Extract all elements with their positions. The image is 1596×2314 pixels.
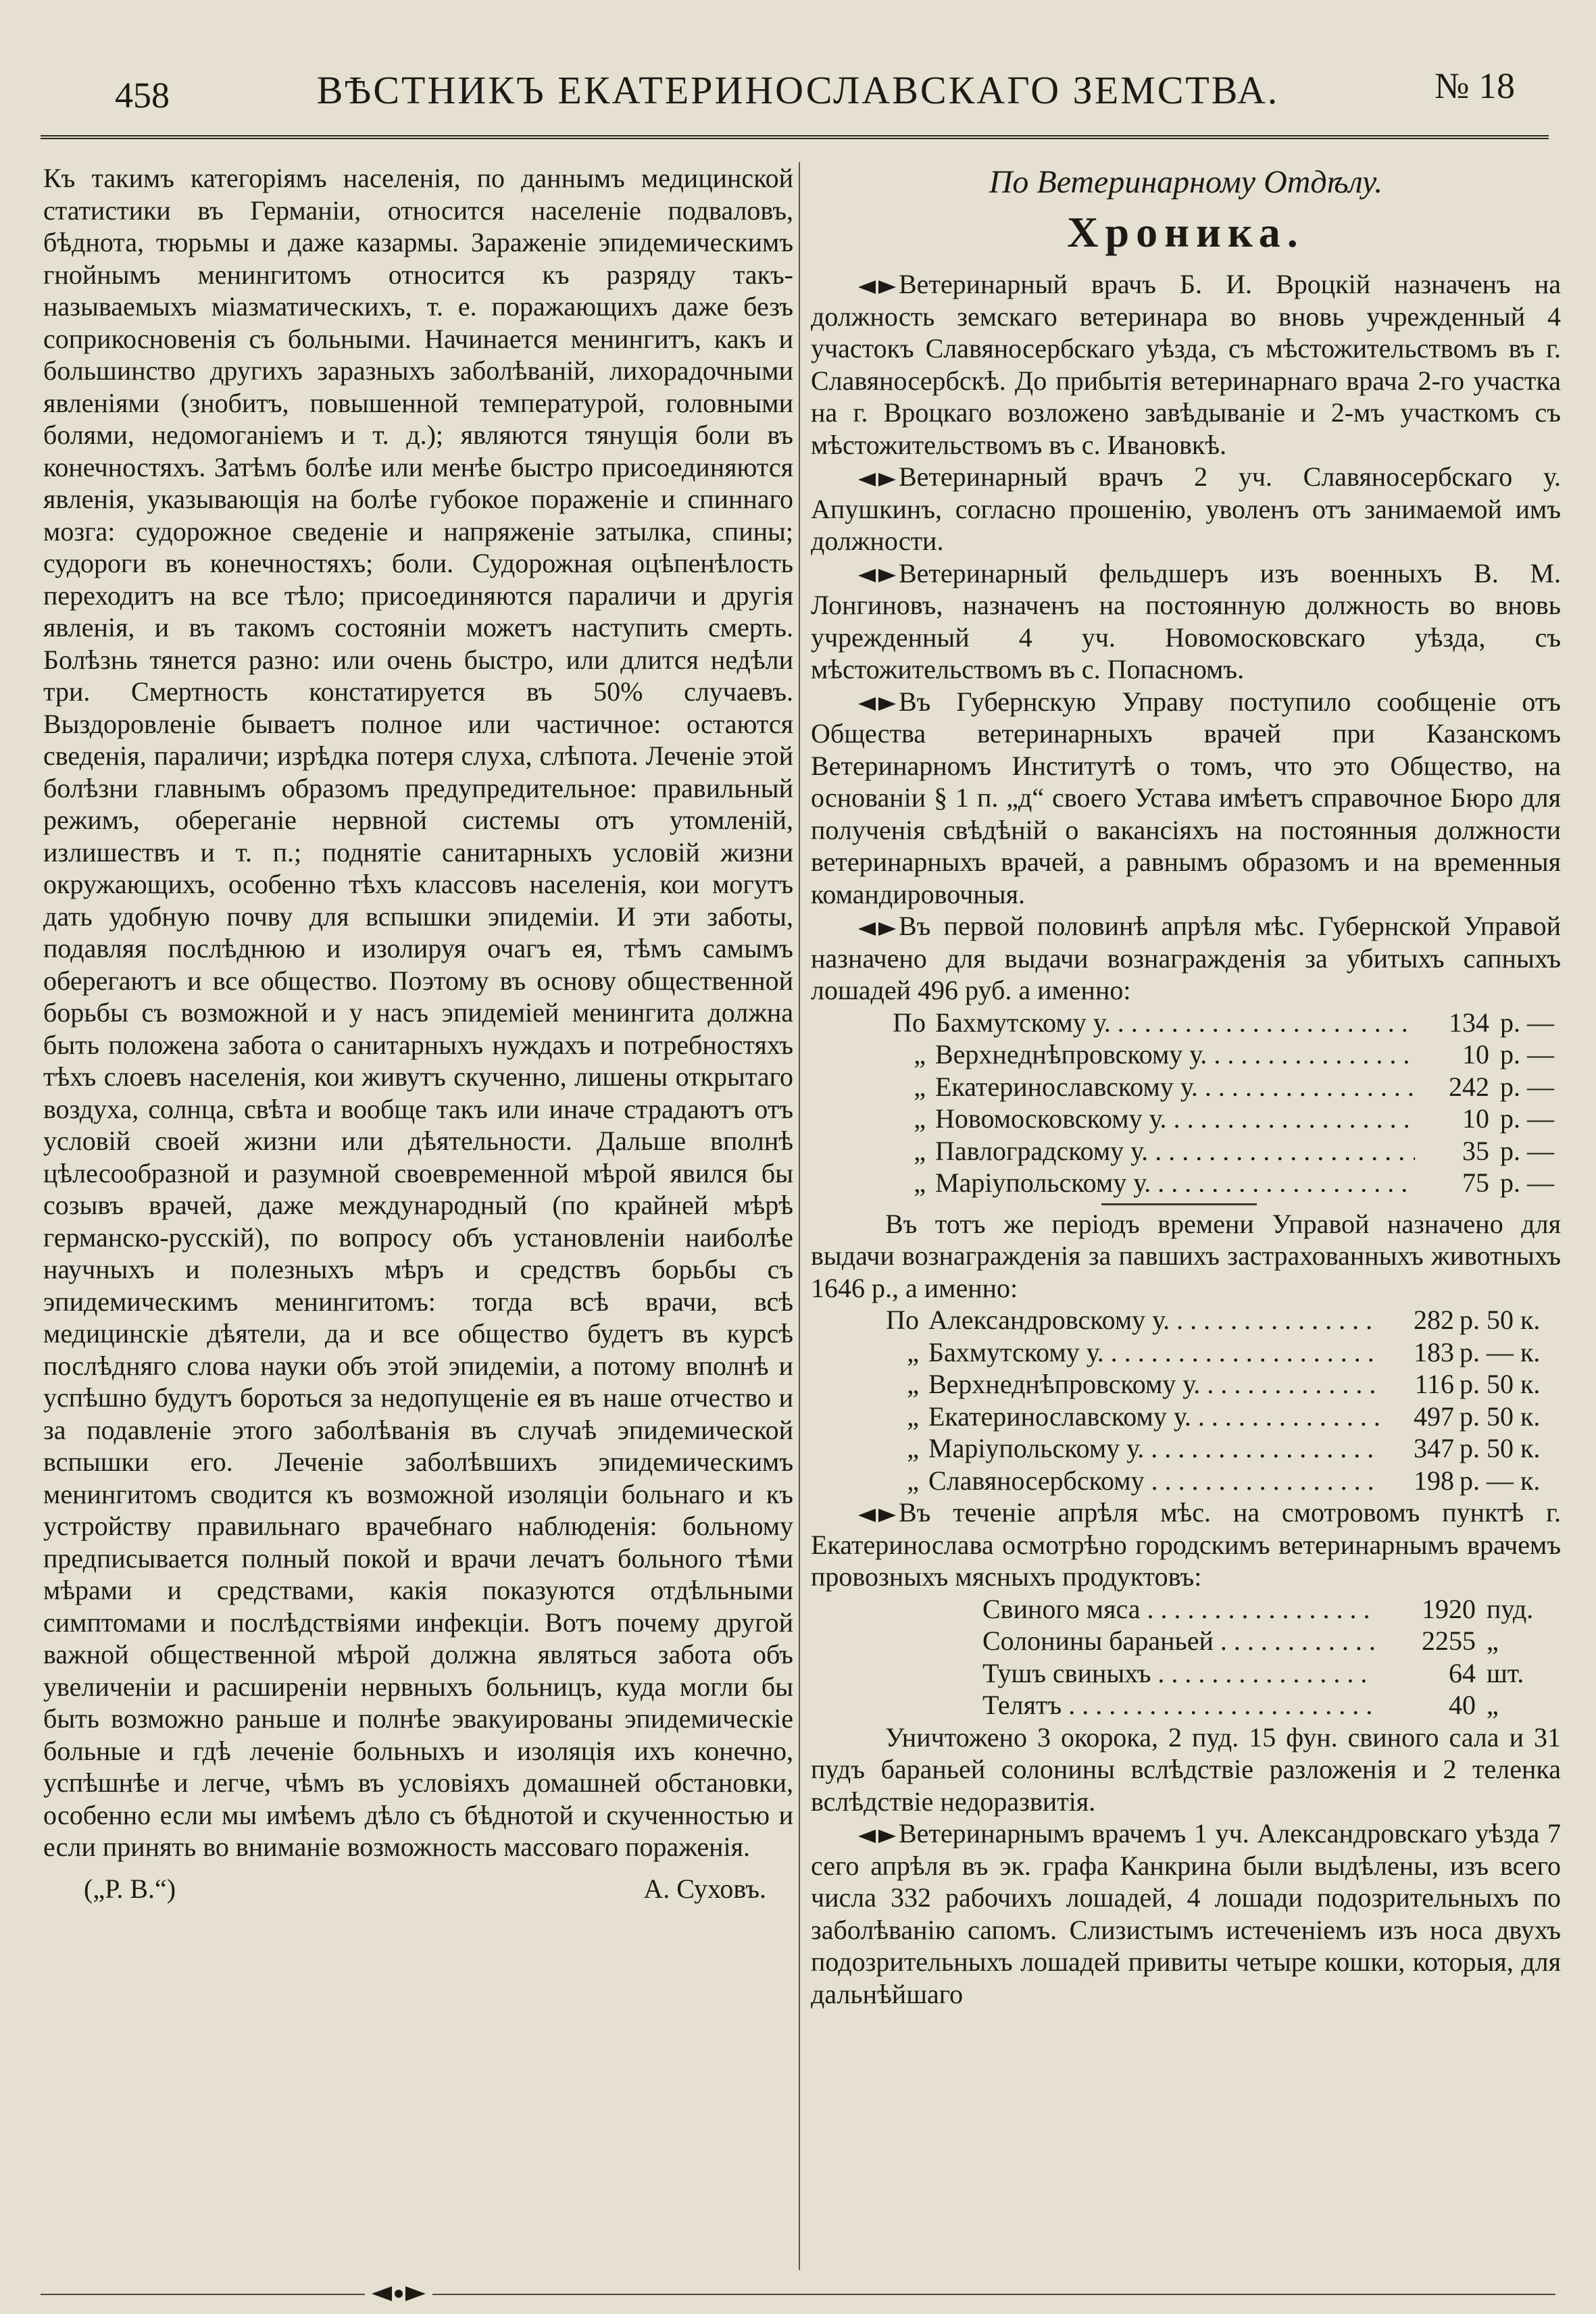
header-rule <box>41 135 1549 139</box>
paragraph: Уничтожено 3 окорока, 2 пуд. 15 фун. свиного сала и 31 пудъ бараньей солонины вслѣдствіе разложенія и 2 теленка вслѣдствіе недоразвитія. <box>811 1721 1561 1817</box>
news-item <box>811 557 1561 686</box>
list-item: „ Екатеринославскому у. . . . 242 р. — <box>811 1071 1561 1103</box>
insurance-payments-list <box>811 1304 1561 1496</box>
bullet-ornament-icon <box>858 557 899 590</box>
list-item: „ Бахмутскому у. . . . 183 р. — к. <box>811 1336 1561 1369</box>
news-item <box>811 1817 1561 2010</box>
news-item-text: Ветеринарный фельдшеръ изъ военныхъ В. М. Лонгиновъ, назначенъ на постоянную должность во вновь учрежденный 4 уч. Новомосковскаго уѣзда, съ мѣстожительствомъ въ с. Попасномъ. <box>811 557 1561 684</box>
bullet-ornament-icon <box>858 461 899 493</box>
news-item <box>811 1496 1561 1593</box>
news-item <box>811 910 1561 1007</box>
list-item: „ Павлоградскому у. . . . 35 р. — <box>811 1135 1561 1167</box>
article-text: Къ такимъ категоріямъ населенія, по даннымъ медицинской статистики въ Германіи, относится населеніе подваловъ, бѣднота, тюрьмы и даже казармы. Зараженіе эпидемическимъ гнойнымъ менингитомъ относится къ разряду такъ-называемыхъ міазматическихъ, т. е. поражающихъ даже безъ соприкосновенія съ больными. Начинается менингитъ, какъ и большинство другихъ заразныхъ заболѣваній, лихорадочными явленіями (знобитъ, повышенной температурой, головными болями, недомоганіемъ и т. д.); являются тянущія боли въ конечностяхъ. Затѣмъ болѣе или менѣе быстро присоединяются явленія, указывающія на болѣе губокое пораженіе и спиннаго мозга: судорожное сведеніе и напряженіе затылка, спины; судороги въ конечностяхъ; боли. Судорожная оцѣпенѣлость переходитъ на все тѣло; присоединяются параличи и другія явленія, и въ такомъ состояніи можетъ наступить смерть. Болѣзнь тянется разно: или очень быстро, или длится недѣли три. Смертность констатируется въ 50% случаевъ. Выздоровленіе бываетъ полное или частичное: остаются сведенія, параличи; изрѣдка потеря слуха, слѣпота. Леченіе этой болѣзни главнымъ образомъ предупредительное: правильный режимъ, обереганіе нервной системы отъ утомленій, излишествъ и т. п.; поднятіе санитарныхъ условій жизни окружающихъ, особенно тѣхъ классовъ населенія, кои могутъ дать удобную почву для вспышки эпидеміи. И эти заботы, подавляя послѣднюю и изолируя очагъ ея, тѣмъ самымъ оберегаютъ и все общество. Поэтому въ основу общественной борьбы съ возможной и у насъ эпидеміей менингита должна быть положена забота о санитарныхъ нуждахъ и потребностяхъ тѣхъ слоевъ населенія, кои живутъ скученно, лишены открытаго воздуха, солнца, свѣта и вообще такъ или иначе страдаютъ отъ условій своей жизни или дѣятельности. Дальше вполнѣ цѣлесообразной и разумной своевременной мѣрой явился бы созывъ врачей, даже международный (по крайней мѣрѣ германско-русскій), по вопросу объ установленіи наиболѣе научныхъ и полезныхъ мѣръ и средствъ борьбы съ эпидемическимъ менингитомъ: тогда всѣ врачи, всѣ медицинскіе дѣятели, да и все общество будетъ въ курсѣ послѣдняго слова науки объ этой эпидеміи, а потому вполнѣ и успѣшно будутъ бороться за недопущеніе ея въ наше отчество и за подавленіе этого заболѣванія въ случаѣ эпидемической вспышки его. Леченіе заболѣвшихъ эпидемическимъ менингитомъ сводится къ возможной изоляціи больнаго и къ устройству правильнаго врачебнаго наблюденія: больному предписывается полный покой и врачи лечатъ больного тѣми мѣрами и средствами, какія показуются отдѣльными симптомами и послѣдствіями инфекціи. Вотъ почему другой важной общественной мѣрой должна являться забота объ увеличеніи и расширеніи нервныхъ больницъ, куда могли бы быть возможно раньше и полнѣе эвакуированы эпидемическіе больные и гдѣ леченіе больныхъ и изоляція ихъ конечно, успѣшнѣе и легче, чѣмъ въ условіяхъ домашней обстановки, особенно если мы имѣемъ дѣло съ бѣднотой и скученностью и если принять во вниманіе возможность массоваго пораженія. <box>43 163 793 1862</box>
list-item: Тушъ свиныхъ . . . 64 шт. <box>811 1657 1561 1690</box>
list-item: „ Новомосковскому у. . . . 10 р. — <box>811 1103 1561 1135</box>
left-column <box>43 162 793 1905</box>
bullet-ornament-icon <box>858 910 899 942</box>
section-heading: По Ветеринарному Отдѣлу. <box>989 164 1383 200</box>
paragraph: Въ тотъ же періодъ времени Управой назначено для выдачи вознагражденія за павшихъ застрахованныхъ животныхъ 1646 р., а именно: <box>811 1208 1561 1303</box>
page-number: 458 <box>115 75 170 116</box>
list-item: „ Маріупольскому у. . . . 347 р. 50 к. <box>811 1432 1561 1465</box>
list-item: Солонины бараньей . . . 2255 „ <box>811 1625 1561 1657</box>
bullet-ornament-icon <box>858 1817 899 1850</box>
source-note: („Р. В.“) <box>84 1873 176 1904</box>
footer-ornament-icon <box>365 2282 432 2305</box>
news-item-text: Ветеринарный врачъ 2 уч. Славяносербскаго у. Апушкинъ, согласно прошенію, уволенъ отъ занимаемой имъ должности. <box>811 461 1561 556</box>
signature-line <box>43 1873 793 1905</box>
bullet-ornament-icon <box>858 686 899 718</box>
page-header <box>41 54 1555 135</box>
list-item: По Бахмутскому у. . . . 134 р. — <box>811 1007 1561 1039</box>
list-item: „ Маріупольскому у. . . . 75 р. — <box>811 1167 1561 1199</box>
news-item-text: Ветеринарный врачъ Б. И. Вроцкій назначенъ на должность земскаго ветеринара во вновь учрежденный 4 участокъ Славяносербскаго уѣзда, съ мѣстожительствомъ въ г. Славяносербскѣ. До прибытія ветеринарнаго врача 2-го участка на г. Вроцкаго возложено завѣдываніе и 2-мъ участкомъ съ мѣстожительствомъ въ с. Ивановкѣ. <box>811 269 1561 460</box>
news-item <box>811 461 1561 557</box>
right-column <box>811 162 1561 2010</box>
news-item <box>811 686 1561 911</box>
column-divider <box>799 162 800 2270</box>
list-item: Телятъ . . . 40 „ <box>811 1689 1561 1721</box>
author-name: А. Суховъ. <box>643 1873 766 1904</box>
list-item: Свиного мяса . . . 1920 пуд. <box>811 1593 1561 1626</box>
list-item: По Александровскому у. . . . 282 р. 50 к. <box>811 1304 1561 1336</box>
glanders-payments-list <box>811 1007 1561 1199</box>
journal-title: ВѢСТНИКЪ ЕКАТЕРИНОСЛАВСКАГО ЗЕМСТВА. <box>316 68 1280 112</box>
meat-inspection-list <box>811 1593 1561 1721</box>
list-underline <box>1101 1203 1257 1205</box>
list-item: „ Верхнеднѣпровскому у. . . . 10 р. — <box>811 1038 1561 1071</box>
news-item-text: Въ первой половинѣ апрѣля мѣс. Губернской Управой назначено для выдачи вознагражденія за убитыхъ сапныхъ лошадей 496 руб. а именно: <box>811 911 1561 1005</box>
bullet-ornament-icon <box>858 268 899 301</box>
bullet-ornament-icon <box>858 1496 899 1529</box>
list-item: „ Славяносербскому . . . 198 р. — к. <box>811 1465 1561 1497</box>
chronicle-title: Хроника. <box>1067 207 1305 256</box>
list-item: „ Верхнеднѣпровскому у. . . . 116 р. 50 к. <box>811 1368 1561 1401</box>
footer-rule <box>41 2294 1555 2295</box>
news-item-text: Ветеринарнымъ врачемъ 1 уч. Александровскаго уѣзда 7 сего апрѣля въ эк. графа Канкрина были выдѣлены, изъ всего числа 332 рабочихъ лошадей, 4 лошади подозрительныхъ по заболѣванію сапомъ. Слизистымъ истеченіемъ изъ носа двухъ подозрительныхъ лошадей привиты четыре кошки, которыя, для дальнѣйшаго <box>811 1818 1561 2009</box>
news-item-text: Въ теченіе апрѣля мѣс. на смотровомъ пунктѣ г. Екатеринослава осмотрѣно городскимъ ветеринарнымъ врачемъ провозныхъ мясныхъ продуктовъ: <box>811 1497 1561 1592</box>
issue-number: № 18 <box>1434 66 1515 106</box>
list-item: „ Екатеринославскому у. . . . 497 р. 50 к. <box>811 1401 1561 1433</box>
news-item <box>811 268 1561 461</box>
news-item-text: Въ Губернскую Управу поступило сообщеніе отъ Общества ветеринарныхъ врачей при Казанскомъ Ветеринарномъ Институтѣ о томъ, что это Общество, на основаніи § 1 п. „д“ своего Устава имѣетъ справочное Бюро для полученія свѣдѣній о вакансіяхъ на постоянныя должности ветеринарныхъ врачей, а равнымъ образомъ и на временныя командировочныя. <box>811 686 1561 909</box>
